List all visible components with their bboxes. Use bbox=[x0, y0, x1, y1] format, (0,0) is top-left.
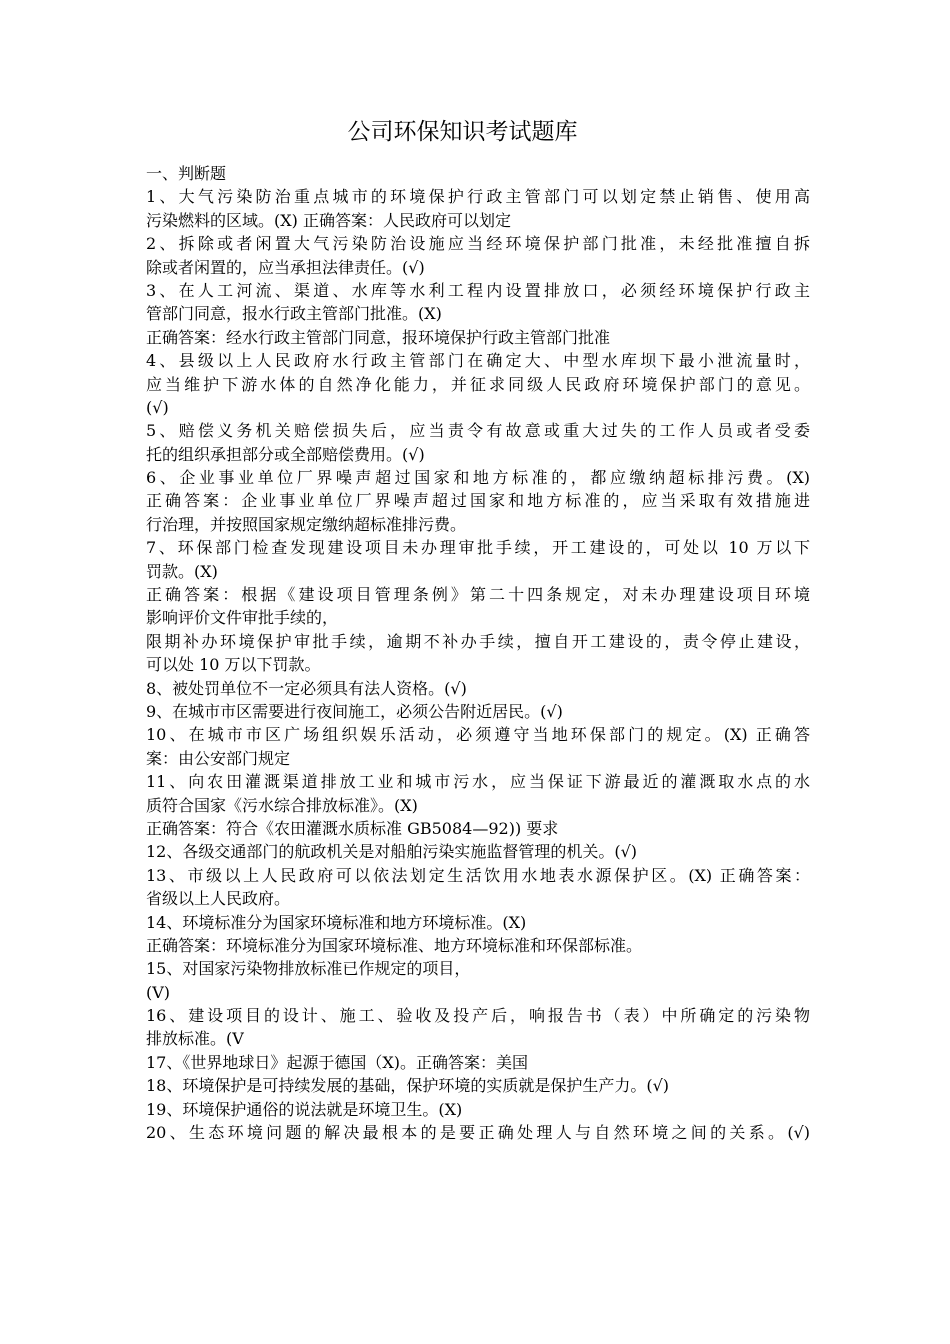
document-body bbox=[146, 162, 810, 1144]
text-line: 正确答案：环境标准分为国家环境标准、地方环境标准和环保部标准。 bbox=[146, 935, 643, 955]
text-line: 17、《世界地球日》起源于德国（X)。正确答案：美国 bbox=[146, 1052, 528, 1072]
text-line: 19、环境保护通俗的说法就是环境卫生。(X) bbox=[146, 1099, 463, 1119]
text-line: (V) bbox=[146, 982, 171, 1002]
text-line: 应当维护下游水体的自然净化能力，并征求同级人民政府环境保护部门的意见。 bbox=[146, 374, 810, 394]
text-line: 13、市级以上人民政府可以依法划定生活饮用水地表水源保护区。(X) 正确答案： bbox=[146, 865, 810, 885]
text-line: 4、县级以上人民政府水行政主管部门在确定大、中型水库坝下最小泄流量时， bbox=[146, 351, 810, 371]
text-line: 排放标准。(V bbox=[146, 1029, 244, 1049]
text-line: 正确答案：经水行政主管部门同意，报环境保护行政主管部门批准 bbox=[146, 327, 611, 347]
text-line: 14、环境标准分为国家环境标准和地方环境标准。(X) bbox=[146, 912, 527, 932]
text-line: 1、大气污染防治重点城市的环境保护行政主管部门可以划定禁止销售、使用高 bbox=[146, 187, 810, 207]
text-line: 一、判断题 bbox=[146, 164, 227, 183]
text-line: 16、建设项目的设计、施工、验收及投产后，响报告书（表）中所确定的污染物 bbox=[146, 1006, 810, 1026]
text-line: 罚款。(X) bbox=[146, 561, 218, 581]
text-line: 11、向农田灌溉渠道排放工业和城市污水，应当保证下游最近的灌溉取水点的水 bbox=[146, 772, 810, 792]
text-line: 正确答案：企业事业单位厂界噪声超过国家和地方标准的，应当采取有效措施进 bbox=[146, 491, 810, 511]
text-line: 管部门同意，报水行政主管部门批准。(X) bbox=[146, 304, 442, 324]
text-line: 18、环境保护是可持续发展的基础，保护环境的实质就是保护生产力。(√) bbox=[146, 1076, 670, 1096]
text-line: 正确答案：符合《农田灌溉水质标准 GB5084—92)) 要求 bbox=[146, 818, 559, 838]
text-line: 6、企业事业单位厂界噪声超过国家和地方标准的，都应缴纳超标排污费。(X) bbox=[146, 468, 810, 488]
text-line: 限期补办环境保护审批手续，逾期不补办手续，擅自开工建设的，责令停止建设， bbox=[146, 631, 810, 651]
text-line: 污染燃料的区域。(X) 正确答案：人民政府可以划定 bbox=[146, 210, 511, 230]
text-line: 3、在人工河流、渠道、水库等水利工程内设置排放口，必须经环境保护行政主 bbox=[146, 280, 810, 300]
text-line: 2、拆除或者闲置大气污染防治设施应当经环境保护部门批准，未经批准擅自拆 bbox=[146, 234, 810, 254]
text-line: 正确答案：根据《建设项目管理条例》第二十四条规定，对未办理建设项目环境 bbox=[146, 585, 810, 605]
text-line: 12、各级交通部门的航政机关是对船舶污染实施监督管理的机关。(√) bbox=[146, 842, 638, 862]
text-line: 9、在城市市区需要进行夜间施工，必须公告附近居民。(√) bbox=[146, 701, 563, 721]
text-line: 5、赔偿义务机关赔偿损失后，应当责令有故意或重大过失的工作人员或者受委 bbox=[146, 421, 810, 441]
text-line: 7、环保部门检查发现建设项目未办理审批手续，开工建设的，可处以 10 万以下 bbox=[146, 538, 810, 558]
text-line: (√) bbox=[146, 397, 169, 417]
text-line: 案：由公安部门规定 bbox=[146, 748, 291, 768]
text-line: 20、生态环境问题的解决最根本的是要正确处理人与自然环境之间的关系。(√) bbox=[146, 1123, 810, 1143]
text-line: 托的组织承担部分或全部赔偿费用。(√) bbox=[146, 444, 425, 464]
text-line: 质符合国家《污水综合排放标准》。(X) bbox=[146, 795, 418, 815]
text-line: 除或者闲置的，应当承担法律责任。(√) bbox=[146, 257, 425, 277]
text-line: 15、对国家污染物排放标准已作规定的项目， bbox=[146, 959, 471, 979]
text-line: 10、在城市市区广场组织娱乐活动，必须遵守当地环保部门的规定。(X) 正确答 bbox=[146, 725, 810, 745]
text-line: 影响评价文件审批手续的， bbox=[146, 608, 339, 628]
text-line: 行治理，并按照国家规定缴纳超标准排污费。 bbox=[146, 514, 467, 534]
text-line: 可以处 10 万以下罚款。 bbox=[146, 655, 321, 675]
text-line: 省级以上人民政府。 bbox=[146, 889, 291, 909]
document-title: 公司环保知识考试题库 bbox=[347, 119, 578, 145]
text-line: 8、被处罚单位不一定必须具有法人资格。(√) bbox=[146, 678, 467, 698]
